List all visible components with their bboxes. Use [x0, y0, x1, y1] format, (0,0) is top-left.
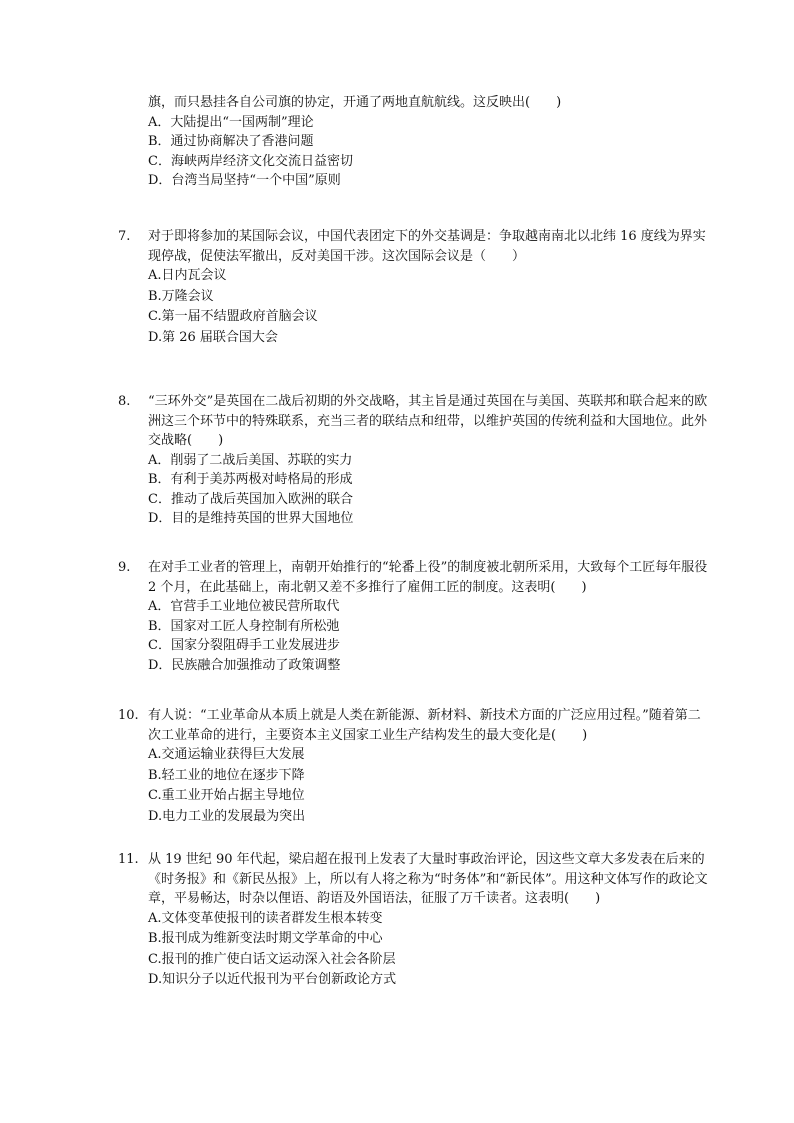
option-c: C．海峡两岸经济文化交流日益密切 — [148, 153, 353, 169]
question-stem — [118, 850, 708, 909]
question-stem — [118, 558, 708, 597]
option-b: B.报刊成为维新变法时期文学革命的中心 — [148, 931, 383, 946]
option-a: A.交通运输业获得巨大发展 — [148, 747, 305, 762]
option-c: C.第一届不结盟政府首脑会议 — [148, 309, 318, 324]
question-number: 7. — [118, 229, 131, 244]
question-text: “三环外交”是英国在二战后初期的外交战略，其主旨是通过英国在与美国、英联邦和联合起来的欧洲这三个环节中的特殊联系，充当三者的联结点和纽带，以维护英国的传统利益和大国地位。此外交战略( ) — [148, 394, 708, 448]
question-11 — [118, 850, 708, 991]
option-b: B.轻工业的地位在逐步下降 — [148, 767, 305, 783]
question-stem — [118, 706, 708, 745]
option-b: B．国家对工匠人身控制有所松弛 — [148, 618, 340, 634]
option-d: D．目的是维持英国的世界大国地位 — [148, 511, 354, 526]
question-9 — [118, 558, 708, 675]
option-c: C.报刊的推广使白话文运动深入社会各阶层 — [148, 951, 396, 967]
option-d: D．民族融合加强推动了政策调整 — [148, 657, 341, 673]
option-d: D.知识分子以近代报刊为平台创新政论方式 — [148, 972, 397, 987]
question-number: 11. — [118, 852, 139, 867]
question-stem — [118, 227, 708, 266]
question-text: 有人说：“工业革命从本质上就是人类在新能源、新材料、新技术方面的广泛应用过程。”随着第二次工业革命的进行，主要资本主义国家工业生产结构发生的最大变化是( ) — [148, 708, 701, 743]
question-7 — [118, 227, 708, 348]
question-text: 对于即将参加的某国际会议，中国代表团定下的外交基调是：争取越南南北以北纬 16 度线为界实现停战，促使法军撤出，反对美国干涉。这次国际会议是（ ） — [148, 229, 706, 264]
option-a: A．削弱了二战后美国、苏联的实力 — [148, 452, 353, 468]
question-stem — [118, 392, 708, 451]
question-10 — [118, 706, 708, 827]
option-d: D．台湾当局坚持“一个中国”原则 — [148, 173, 341, 188]
option-d: D.电力工业的发展最为突出 — [148, 808, 306, 824]
question-number: 9. — [118, 560, 131, 575]
option-a: A．大陆提出“一国两制”理论 — [148, 114, 314, 130]
option-c: C.重工业开始占据主导地位 — [148, 788, 305, 803]
question-text: 从 19 世纪 90 年代起，梁启超在报刊上发表了大量时事政治评论，因这些文章大多发表在后来的《时务报》和《新民丛报》上，所以有人将之称为“时务体”和“新民体”。用这种文体写作的政论文章，平易畅达，时杂以俚语、韵语及外国语法，征服了万千读者。这表明( ) — [148, 852, 708, 906]
question-text: 在对手工业者的管理上，南朝开始推行的“轮番上役”的制度被北朝所采用，大致每个工匠每年服役 2 个月，在此基础上，南北朝又差不多推行了雇佣工匠的制度。这表明( ) — [148, 560, 708, 595]
option-a: A．官营手工业地位被民营所取代 — [148, 599, 340, 614]
option-a: A.文体变革使报刊的读者群发生根本转变 — [148, 910, 383, 926]
option-b: B.万隆会议 — [148, 288, 214, 304]
option-a: A.日内瓦会议 — [148, 268, 227, 283]
question-number: 8. — [118, 394, 131, 409]
option-b: B．通过协商解决了香港问题 — [148, 134, 314, 149]
question-8 — [118, 392, 708, 529]
option-c: C．推动了战后英国加入欧洲的联合 — [148, 491, 353, 507]
option-b: B．有利于美苏两极对峙格局的形成 — [148, 472, 353, 487]
question-stem-continuation: 旗，而只悬挂各自公司旗的协定，开通了两地直航航线。这反映出( ) — [148, 95, 562, 110]
question-number: 10. — [118, 708, 139, 723]
question-6-continued — [118, 93, 708, 191]
option-d: D.第 26 届联合国大会 — [148, 329, 278, 345]
option-c: C．国家分裂阻碍手工业发展进步 — [148, 638, 340, 653]
